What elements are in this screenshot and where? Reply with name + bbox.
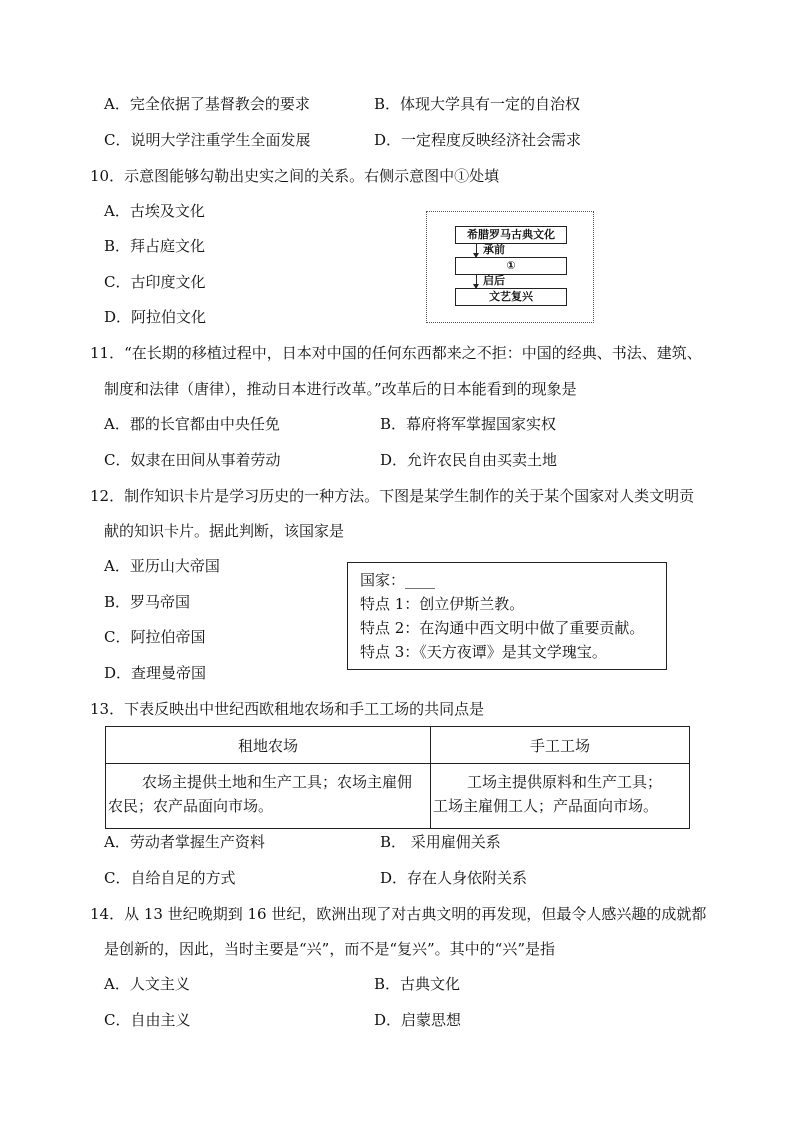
q14-option-a: A．人文主义	[104, 975, 190, 993]
table-cell-farm	[106, 764, 431, 829]
diagram-arrow1-label: 承前	[483, 243, 505, 256]
workshop-cell-line2: 工场主雇佣工人；产品面向市场。	[433, 797, 659, 815]
q11-option-a: A．郡的长官都由中央任免	[104, 415, 280, 433]
diagram-arrow-2	[476, 275, 477, 288]
card-country-line: 国家：____	[360, 571, 436, 589]
q11-stem-line2: 制度和法律（唐律），推动日本进行改革。”改革后的日本能看到的现象是	[104, 380, 577, 398]
q10-option-a: A．古埃及文化	[104, 202, 205, 220]
q10-diagram	[426, 211, 594, 323]
q12-option-d: D．查理曼帝国	[104, 664, 207, 682]
q11-option-c: C．奴隶在田间从事着劳动	[104, 451, 281, 469]
q14-option-c: C．自由主义	[104, 1011, 191, 1029]
card-feature-1: 特点 1：创立伊斯兰教。	[360, 595, 525, 613]
q9-option-c: C．说明大学注重学生全面发展	[104, 131, 311, 149]
q10-option-b: B．拜占庭文化	[104, 237, 206, 255]
q10-option-c: C．古印度文化	[104, 273, 206, 291]
q12-stem-line1: 12．制作知识卡片是学习历史的一种方法。下图是某学生制作的关于某个国家对人类文明贡	[90, 487, 695, 505]
q12-option-b: B．罗马帝国	[104, 593, 191, 611]
q11-option-b: B．幕府将军掌握国家实权	[380, 415, 557, 433]
table-cell-workshop	[431, 764, 690, 829]
diagram-arrow-1	[476, 244, 477, 257]
farm-cell-line2: 农民；农产品面向市场。	[108, 797, 274, 815]
q11-stem-line1: 11．“在长期的移植过程中，日本对中国的任何东西都来之不拒：中国的经典、书法、建筑、	[90, 344, 702, 362]
q13-option-d: D．存在人身依附关系	[380, 869, 528, 887]
farm-cell-line1: 农场主提供土地和生产工具；农场主雇佣	[142, 773, 413, 791]
q12-option-a: A．亚历山大帝国	[104, 557, 220, 575]
q12-stem-line2: 献的知识卡片。据此判断，该国家是	[104, 522, 345, 540]
q9-option-b: B．体现大学具有一定的自治权	[374, 95, 581, 113]
q10-option-d: D．阿拉伯文化	[104, 308, 207, 326]
diagram-arrow2-label: 启后	[483, 274, 505, 287]
workshop-cell-line1: 工场主提供原料和生产工具；	[467, 773, 663, 791]
q13-option-a: A．劳动者掌握生产资料	[104, 833, 265, 851]
q14-stem-line1: 14．从 13 世纪晚期到 16 世纪，欧洲出现了对古典文明的再发现，但最令人感兴趣的成就都	[90, 905, 707, 923]
q13-table	[105, 726, 690, 829]
diagram-top-box: 希腊罗马古典文化	[455, 226, 567, 244]
q10-stem: 10．示意图能够勾勒出史实之间的关系。右侧示意图中①处填	[90, 167, 500, 185]
q13-stem: 13．下表反映出中世纪西欧租地农场和手工工场的共同点是	[90, 700, 485, 718]
diagram-bottom-box: 文艺复兴	[455, 288, 567, 306]
q14-option-b: B．古典文化	[374, 975, 461, 993]
q13-option-b: B． 采用雇佣关系	[380, 833, 501, 851]
card-feature-3: 特点 3：《天方夜谭》是其文学瑰宝。	[360, 643, 607, 661]
q9-option-d: D．一定程度反映经济社会需求	[374, 131, 582, 149]
q14-stem-line2: 是创新的，因此，当时主要是“兴”，而不是“复兴”。其中的“兴”是指	[104, 940, 556, 958]
q9-option-a: A．完全依据了基督教会的要求	[104, 95, 310, 113]
q12-knowledge-card	[347, 562, 667, 670]
table-header-workshop: 手工工场	[431, 727, 690, 764]
q12-option-c: C．阿拉伯帝国	[104, 628, 206, 646]
q11-option-d: D．允许农民自由买卖土地	[380, 451, 558, 469]
diagram-middle-box: ①	[455, 257, 567, 275]
card-feature-2: 特点 2：在沟通中西文明中做了重要贡献。	[360, 619, 645, 637]
table-header-farm: 租地农场	[106, 727, 431, 764]
q14-option-d: D．启蒙思想	[374, 1011, 462, 1029]
q13-option-c: C．自给自足的方式	[104, 869, 236, 887]
